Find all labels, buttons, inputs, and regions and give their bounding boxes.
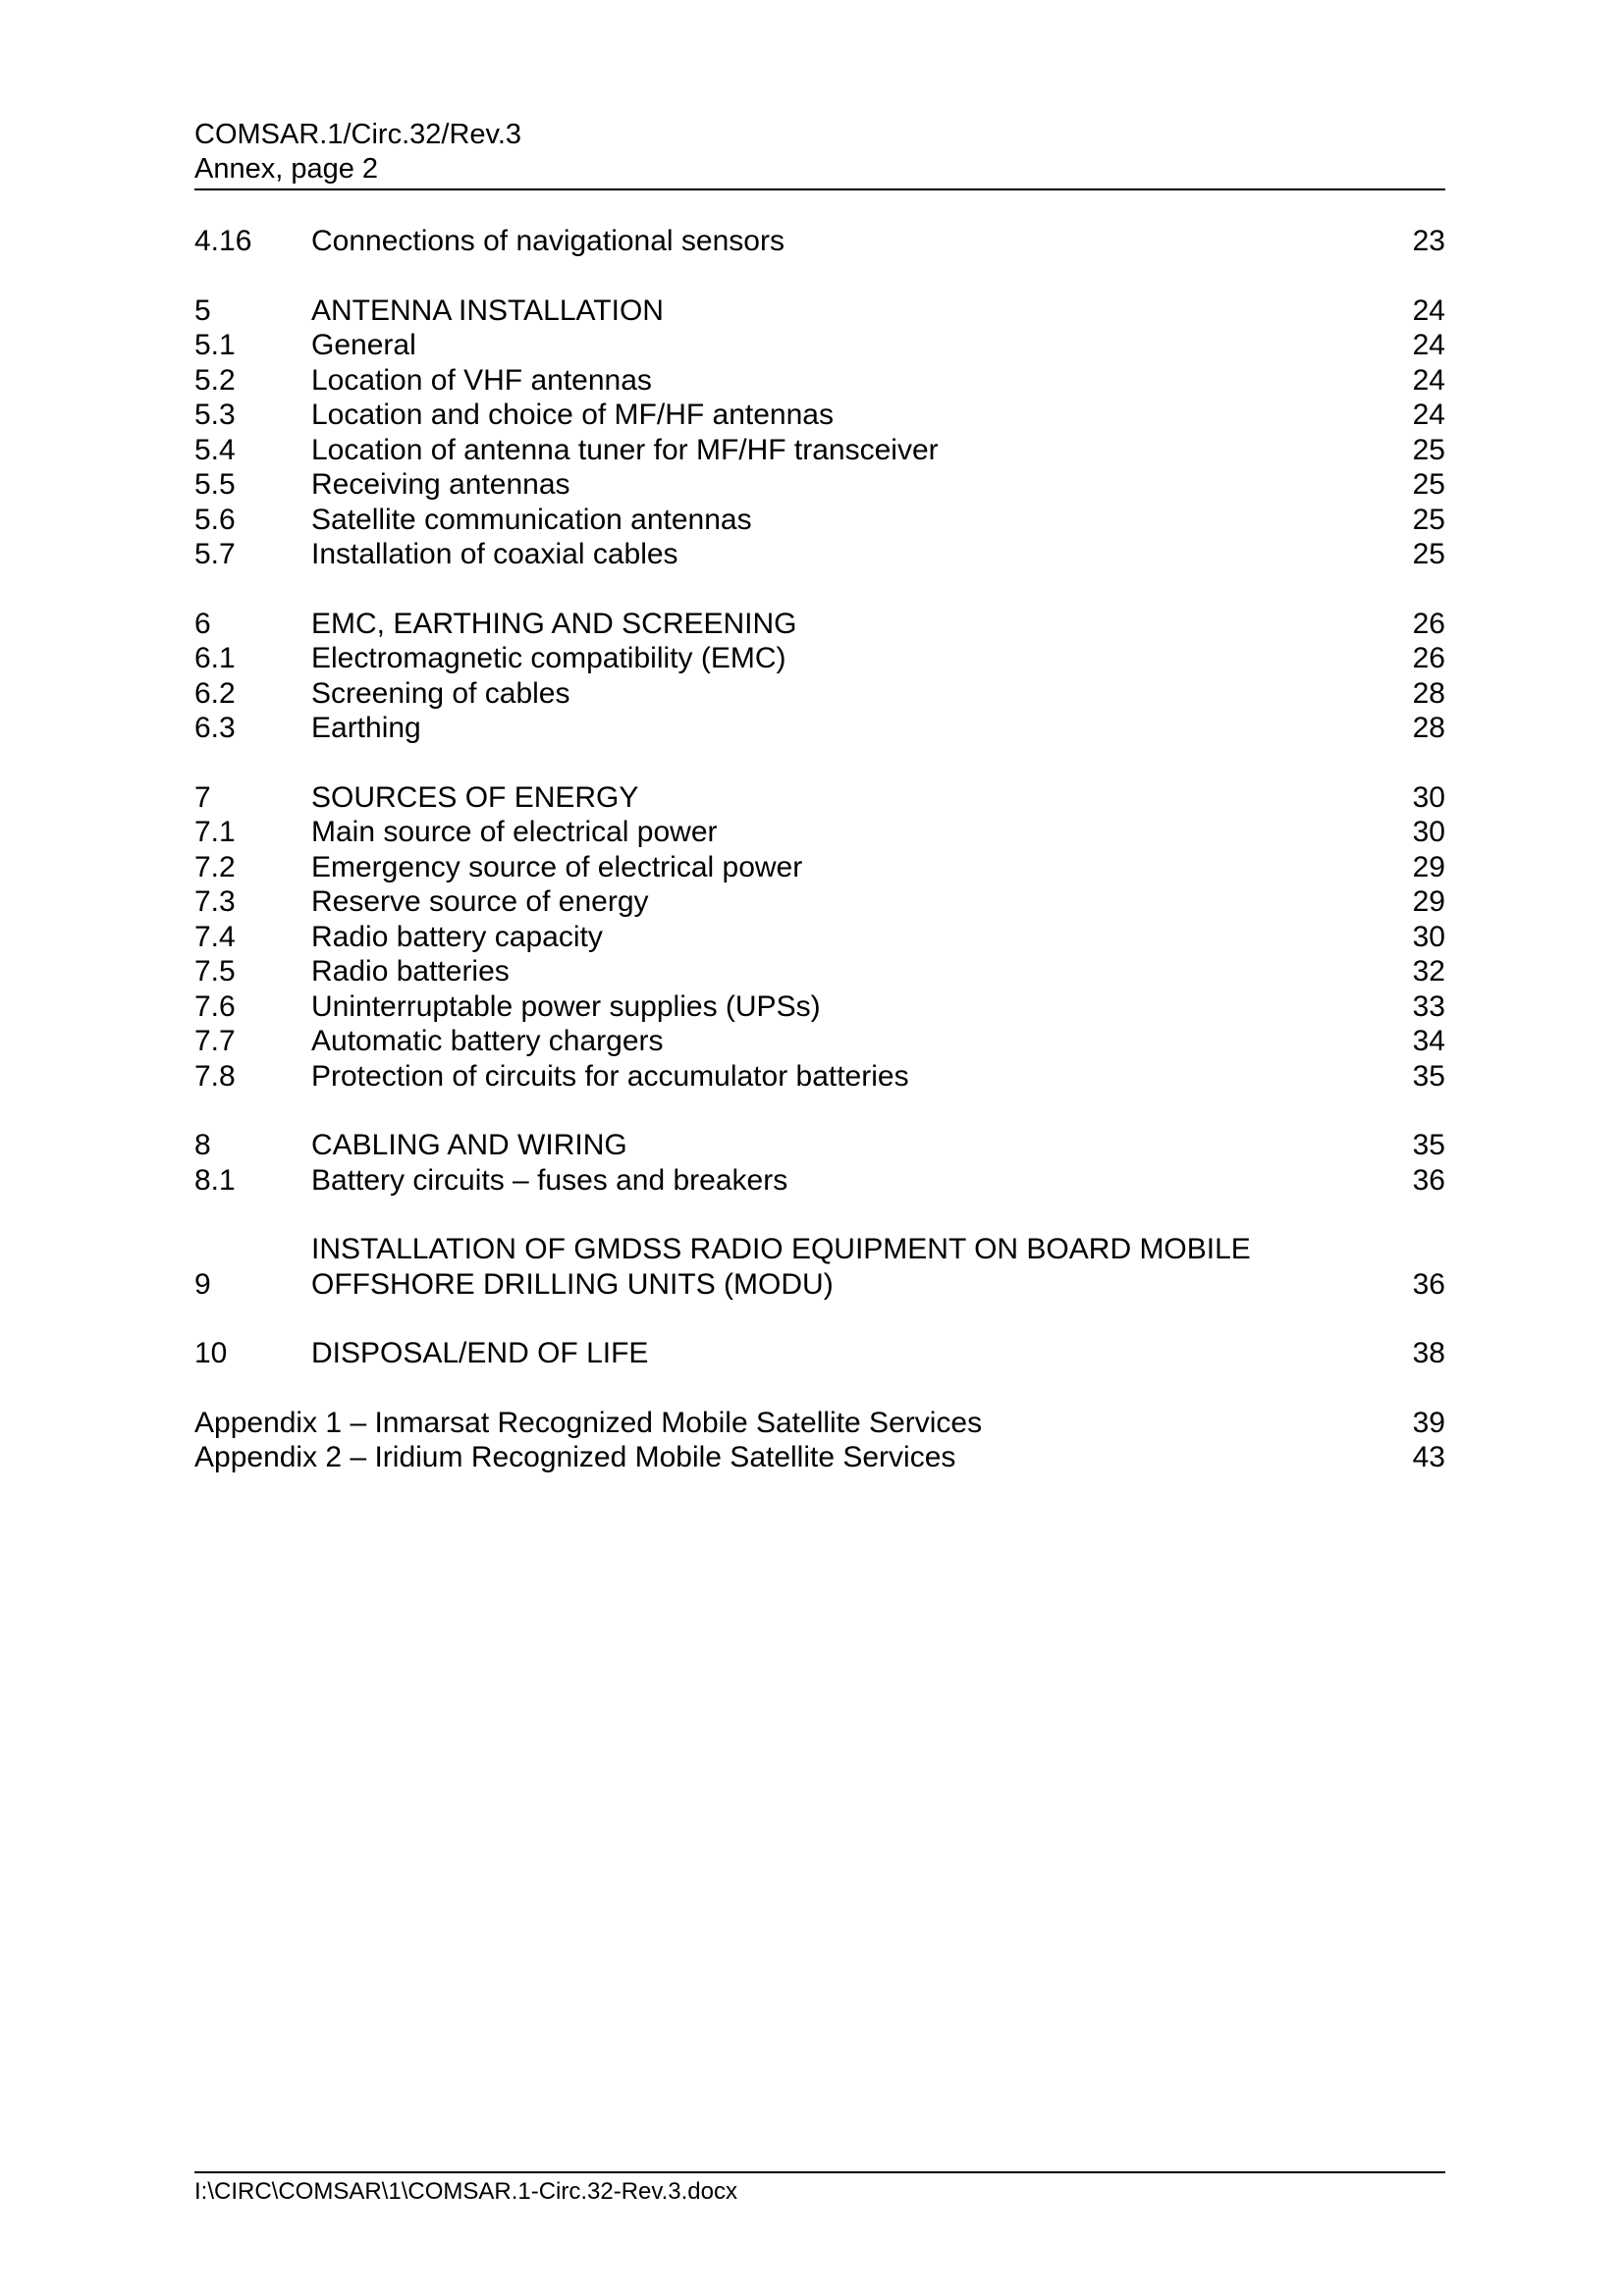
toc-entry[interactable] [194,1232,1445,1302]
toc-entry-title: Location of VHF antennas [311,363,652,397]
toc-section-5 [194,294,1445,572]
toc-entry[interactable] [194,920,1445,955]
toc-entry-number: 6.2 [194,676,236,710]
toc-section-4 [194,224,1445,259]
toc-entry-title: ANTENNA INSTALLATION [311,294,664,327]
toc-entry-number: 10 [194,1337,228,1369]
toc-entry-page: 24 [1412,294,1445,327]
toc-section-9 [194,1232,1445,1302]
toc-entry-page: 38 [1412,1337,1445,1369]
toc-entry[interactable] [194,398,1445,433]
toc-entry[interactable] [194,1336,1445,1371]
toc-entry-number: 5.2 [194,363,236,397]
toc-entry[interactable] [194,954,1445,989]
toc-entry[interactable] [194,467,1445,503]
page-footer [194,2171,1445,2207]
toc-entry-page: 29 [1412,885,1445,918]
toc-entry-number: 7.1 [194,816,236,848]
toc-entry-page: 26 [1412,642,1445,674]
toc-entry-title: Protection of circuits for accumulator batteries [311,1059,909,1093]
toc-entry-number: 8 [194,1129,211,1161]
toc-entry-page: 33 [1412,989,1445,1023]
toc-entry-title: Connections of navigational sensors [311,225,785,257]
toc-entry-number: 5.7 [194,538,236,570]
toc-entry-title: Location and choice of MF/HF antennas [311,399,834,431]
toc-entry-title: Reserve source of energy [311,885,649,918]
toc-entry-page: 30 [1412,816,1445,848]
toc-entry[interactable] [194,676,1445,712]
toc-appendices [194,1406,1445,1475]
toc-entry-title: Automatic battery chargers [311,1025,664,1057]
file-path: I:\CIRC\COMSAR\1\COMSAR.1-Circ.32-Rev.3.docx [194,2178,737,2205]
toc-entry[interactable] [194,780,1445,816]
toc-entry-page: 36 [1412,1267,1445,1301]
toc-entry-title: Radio battery capacity [311,920,603,953]
toc-entry-page: 28 [1412,712,1445,744]
document-symbol: COMSAR.1/Circ.32/Rev.3 [194,119,522,150]
toc-entry[interactable] [194,989,1445,1025]
annex-page-label: Annex, page 2 [194,153,379,185]
toc-entry-number: 6.3 [194,712,236,744]
toc-entry-page: 28 [1412,676,1445,710]
toc-entry-page: 25 [1412,538,1445,570]
toc-entry-number: 7.5 [194,955,236,988]
toc-appendix-entry[interactable] [194,1440,1445,1475]
toc-entry[interactable] [194,884,1445,920]
toc-entry-title: Installation of coaxial cables [311,538,678,570]
toc-entry-page: 35 [1412,1129,1445,1161]
toc-entry-page: 30 [1412,780,1445,814]
toc-entry-page: 29 [1412,850,1445,883]
toc-entry-title: Location of antenna tuner for MF/HF transceiver [311,433,939,466]
toc-entry-title-line: OFFSHORE DRILLING UNITS (MODU) [311,1267,834,1301]
toc-entry[interactable] [194,711,1445,746]
toc-entry-title: CABLING AND WIRING [311,1129,627,1161]
toc-entry-number: 9 [194,1267,211,1301]
toc-entry-title: DISPOSAL/END OF LIFE [311,1337,649,1369]
toc-entry[interactable] [194,433,1445,468]
toc-appendix-title: Appendix 2 – Iridium Recognized Mobile Satellite Services [194,1441,956,1473]
toc-entry[interactable] [194,641,1445,676]
toc-section-6 [194,607,1445,746]
toc-entry-title: General [311,329,416,361]
toc-entry-title: Receiving antennas [311,468,570,501]
toc-entry-title: Earthing [311,712,421,744]
toc-entry-number: 4.16 [194,225,252,257]
toc-entry-title: SOURCES OF ENERGY [311,780,639,814]
toc-entry-number: 7.8 [194,1059,236,1093]
toc-entry[interactable] [194,363,1445,399]
toc-entry-page: 24 [1412,399,1445,431]
toc-entry[interactable] [194,1163,1445,1199]
toc-entry-number: 7.2 [194,850,236,883]
toc-entry-title [311,1232,1386,1302]
toc-entry[interactable] [194,607,1445,642]
toc-entry[interactable] [194,815,1445,850]
toc-entry-page: 24 [1412,363,1445,397]
toc-entry-title: Electromagnetic compatibility (EMC) [311,642,786,674]
page-header [194,118,1445,190]
toc-entry-page: 43 [1412,1441,1445,1473]
toc-entry-number: 7.4 [194,920,236,953]
toc-entry-page: 34 [1412,1025,1445,1057]
toc-entry-number: 7.6 [194,989,236,1023]
toc-entry-number: 5.4 [194,433,236,466]
toc-entry-number: 5.1 [194,329,236,361]
toc-entry-title: Main source of electrical power [311,816,718,848]
toc-entry-page: 24 [1412,329,1445,361]
toc-entry[interactable] [194,1024,1445,1059]
toc-entry[interactable] [194,224,1445,259]
toc-appendix-title: Appendix 1 – Inmarsat Recognized Mobile Satellite Services [194,1406,983,1439]
toc-entry-title: Emergency source of electrical power [311,850,803,883]
toc-entry-number: 6 [194,607,211,640]
toc-entry-number: 8.1 [194,1163,236,1197]
toc-entry-page: 26 [1412,607,1445,640]
toc-entry-page: 35 [1412,1059,1445,1093]
toc-entry-number: 6.1 [194,642,236,674]
toc-entry[interactable] [194,1059,1445,1095]
toc-entry-number: 5 [194,294,211,327]
toc-section-8 [194,1128,1445,1198]
toc-entry-page: 25 [1412,433,1445,466]
table-of-contents [194,224,1445,1510]
toc-entry-page: 32 [1412,955,1445,988]
toc-entry-title: Radio batteries [311,955,510,988]
toc-entry-title: Satellite communication antennas [311,503,752,536]
toc-entry-page: 25 [1412,503,1445,536]
toc-section-10 [194,1336,1445,1371]
toc-entry[interactable] [194,537,1445,572]
toc-entry-page: 30 [1412,920,1445,953]
toc-section-7 [194,780,1445,1095]
toc-entry-page: 39 [1412,1406,1445,1439]
toc-entry-page: 25 [1412,468,1445,501]
toc-entry-number: 5.5 [194,468,236,501]
toc-entry[interactable] [194,328,1445,363]
toc-entry-number: 7 [194,780,211,814]
toc-entry[interactable] [194,503,1445,538]
toc-entry-number: 7.7 [194,1025,236,1057]
toc-entry[interactable] [194,294,1445,329]
toc-entry-page: 36 [1412,1163,1445,1197]
toc-entry-title: EMC, EARTHING AND SCREENING [311,607,797,640]
toc-entry-title: Uninterruptable power supplies (UPSs) [311,989,821,1023]
toc-entry-number: 7.3 [194,885,236,918]
toc-entry-title: Screening of cables [311,676,570,710]
toc-entry-number: 5.3 [194,399,236,431]
toc-entry[interactable] [194,850,1445,885]
toc-entry-page: 23 [1412,225,1445,257]
toc-entry[interactable] [194,1128,1445,1163]
toc-entry-title-line: INSTALLATION OF GMDSS RADIO EQUIPMENT ON BOARD MOBILE [311,1233,1251,1265]
toc-entry-title: Battery circuits – fuses and breakers [311,1163,788,1197]
toc-entry-number: 5.6 [194,503,236,536]
toc-appendix-entry[interactable] [194,1406,1445,1441]
